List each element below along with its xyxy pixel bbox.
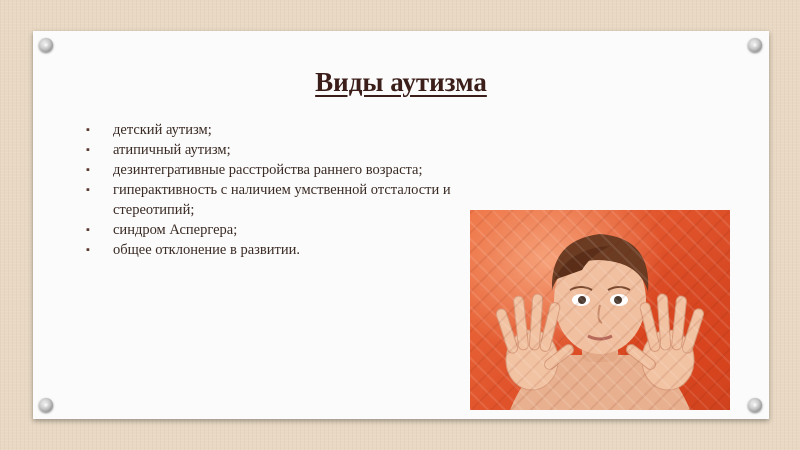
- list-item: [83, 160, 503, 180]
- bullet-icon: ▪: [86, 164, 90, 176]
- pin-icon: [748, 38, 762, 52]
- bullet-icon: ▪: [86, 244, 90, 256]
- list-item-text: синдром Аспергера;: [113, 222, 238, 238]
- bullet-icon: ▪: [86, 124, 90, 136]
- pin-icon: [39, 38, 53, 52]
- list-item: [83, 120, 503, 140]
- list-item-text: общее отклонение в развитии.: [113, 242, 300, 258]
- bullet-icon: ▪: [86, 184, 90, 196]
- slide-title: Виды аутизма: [315, 67, 487, 97]
- bullet-icon: ▪: [86, 224, 90, 236]
- list-item-text: дезинтегративные расстройства раннего возраста;: [113, 162, 423, 178]
- photo-child-behind-glass: [470, 210, 730, 410]
- textured-glass-overlay: [470, 210, 730, 410]
- bullet-list: [83, 120, 503, 260]
- bullet-icon: ▪: [86, 144, 90, 156]
- list-item-text: детский аутизм;: [113, 122, 212, 138]
- list-item-text: атипичный аутизм;: [113, 142, 231, 158]
- list-item: [83, 240, 503, 260]
- list-item-text: гиперактивность с наличием умственной отсталости и стереотипий;: [113, 182, 451, 218]
- slide: [33, 31, 769, 419]
- list-item: [83, 220, 503, 240]
- pin-icon: [748, 398, 762, 412]
- list-item: [83, 180, 503, 220]
- list-item: [83, 140, 503, 160]
- pin-icon: [39, 398, 53, 412]
